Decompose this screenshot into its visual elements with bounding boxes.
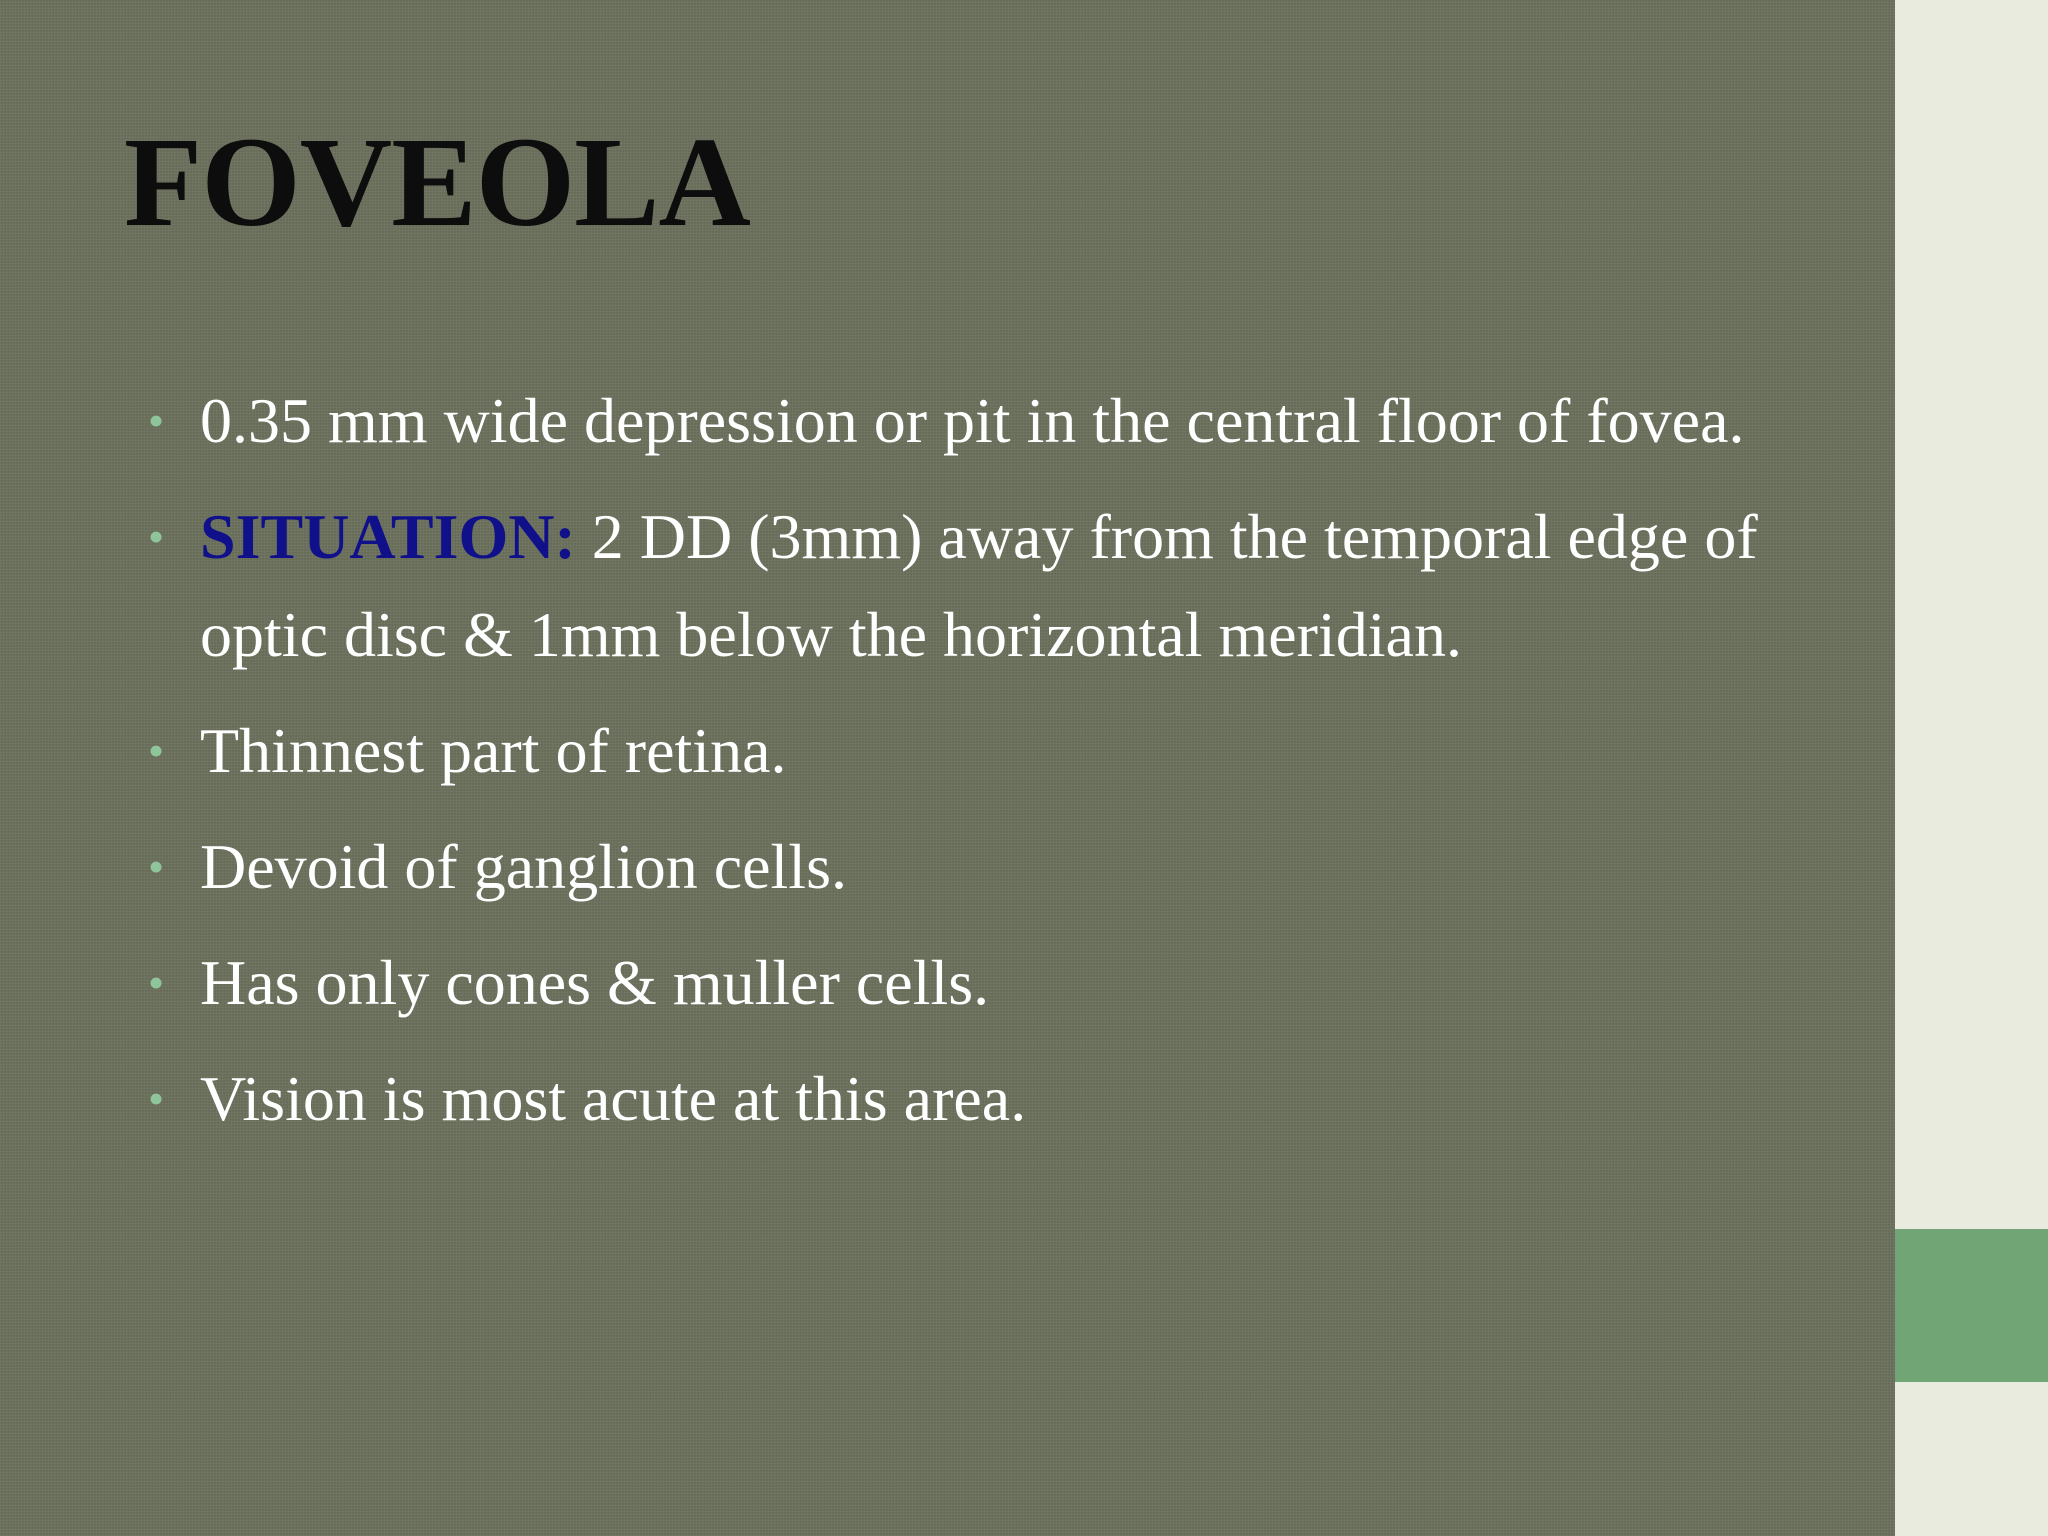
bullet-dot-icon: • [148, 395, 165, 446]
bullet-list [148, 372, 1848, 1166]
bullet-text: Devoid of ganglion cells. [200, 831, 847, 902]
bullet-text: Vision is most acute at this area. [200, 1063, 1027, 1134]
situation-keyword: SITUATION: [200, 501, 576, 572]
bullet-item [148, 818, 1848, 916]
bullet-text: Has only cones & muller cells. [200, 947, 990, 1018]
bullet-text: 0.35 mm wide depression or pit in the central floor of fovea. [200, 385, 1745, 456]
bullet-item [148, 702, 1848, 800]
accent-block [1895, 1229, 2048, 1382]
bullet-dot-icon: • [148, 841, 165, 892]
bullet-dot-icon: • [148, 1073, 165, 1124]
bullet-item [148, 1050, 1848, 1148]
bullet-item [148, 934, 1848, 1032]
bullet-dot-icon: • [148, 511, 165, 562]
bullet-item [148, 372, 1848, 470]
slide-title: FOVEOLA [124, 111, 750, 253]
bullet-dot-icon: • [148, 725, 165, 776]
bullet-text: 2 DD (3mm) away from the temporal edge of optic disc & 1mm below the horizontal meridian. [200, 501, 1758, 670]
bullet-dot-icon: • [148, 957, 165, 1008]
bullet-item [148, 488, 1848, 684]
bullet-text: Thinnest part of retina. [200, 715, 787, 786]
